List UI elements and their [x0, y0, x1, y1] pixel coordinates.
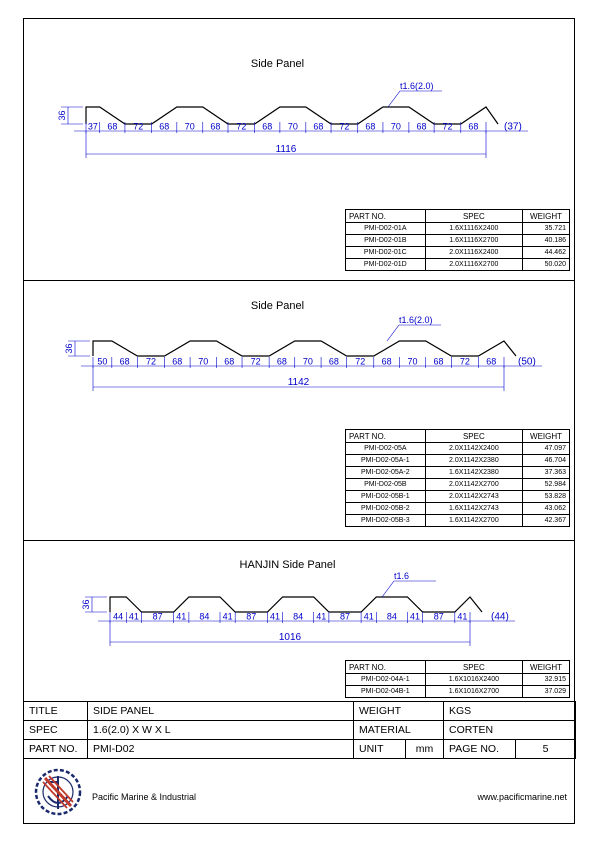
segment-dimension-label: 50 — [97, 356, 108, 367]
table-cell: 1.6X1142X2743 — [425, 503, 522, 515]
thickness-label: t1.6 — [394, 571, 410, 581]
total-width-label: 1116 — [275, 144, 297, 155]
table-header: SPEC — [425, 661, 522, 674]
table-cell: 50.020 — [523, 259, 570, 271]
table-row — [346, 686, 570, 698]
table-cell: 1.6X1142X2700 — [425, 515, 522, 527]
table-cell: 1.6X1116X2400 — [425, 223, 522, 235]
table-cell: 2.0X1142X2400 — [425, 443, 522, 455]
table-header: PART NO. — [346, 210, 426, 223]
segment-dimension-label: 41 — [363, 611, 374, 622]
segment-dimension-label: 68 — [119, 356, 130, 367]
segment-dimension-label: 44 — [113, 611, 124, 622]
title-label: TITLE — [24, 702, 88, 721]
table-cell: PMI-D02-05A-2 — [346, 467, 426, 479]
segment-dimension-label: 87 — [339, 611, 351, 622]
table-cell: 37.363 — [523, 467, 570, 479]
table-cell: 32.915 — [523, 674, 570, 686]
segment-dimension-label: 68 — [433, 356, 444, 367]
segment-dimension-label: 68 — [172, 356, 183, 367]
title-value: SIDE PANEL — [88, 702, 354, 721]
material-label: MATERIAL — [354, 721, 444, 740]
segment-dimension-label: 68 — [224, 356, 235, 367]
segment-dimension-label: 68 — [210, 121, 221, 132]
partno-label: PART NO. — [24, 740, 88, 759]
overlap-dimension-label: (44) — [491, 611, 509, 623]
overlap-dimension-label: (37) — [504, 121, 522, 133]
segment-dimension-label: 41 — [176, 611, 187, 622]
table-cell: 2.0X1142X2700 — [425, 479, 522, 491]
segment-dimension-label: 37 — [87, 121, 98, 132]
segment-dimension-label: 72 — [236, 121, 247, 132]
thickness-label: t1.6(2.0) — [400, 81, 434, 91]
panel-profile-line — [110, 597, 482, 612]
segment-dimension-label: 70 — [302, 356, 313, 367]
segment-dimension-label: 41 — [222, 611, 233, 622]
company-website[interactable]: www.pacificmarine.net — [477, 792, 567, 802]
table-cell: PMI-D02-01D — [346, 259, 426, 271]
material-value: CORTEN — [444, 721, 576, 740]
segment-dimension-label: 68 — [381, 356, 392, 367]
segment-dimension-label: 41 — [409, 611, 421, 622]
segment-dimension-label: 41 — [457, 611, 468, 622]
table-cell: 37.029 — [523, 686, 570, 698]
segment-dimension-label: 68 — [328, 356, 339, 367]
table-cell: 1.6X1116X2700 — [425, 235, 522, 247]
company-logo-icon — [33, 766, 83, 818]
page-value: 5 — [516, 740, 576, 759]
segment-dimension-label: 41 — [316, 611, 327, 622]
segment-dimension-label: 68 — [276, 356, 287, 367]
segment-dimension-label: 72 — [145, 356, 156, 367]
segment-dimension-label: 68 — [416, 121, 427, 132]
table-header: WEIGHT — [523, 430, 570, 443]
table-header: PART NO. — [346, 661, 426, 674]
segment-dimension-label: 84 — [293, 611, 304, 622]
segment-dimension-label: 72 — [442, 121, 453, 132]
segment-dimension-label: 70 — [198, 356, 209, 367]
parts-table-3 — [345, 660, 570, 698]
table-cell: 47.097 — [523, 443, 570, 455]
table-cell: 2.0X1116X2700 — [425, 259, 522, 271]
table-cell: 1.6X1016X2400 — [425, 674, 522, 686]
thickness-leader — [382, 581, 394, 597]
segment-dimension-label: 70 — [287, 121, 298, 132]
spec-value: 1.6(2.0) X W X L — [88, 721, 354, 740]
table-cell: PMI-D02-05B-2 — [346, 503, 426, 515]
overlap-dimension-label: (50) — [518, 356, 536, 368]
segment-dimension-label: 87 — [246, 611, 257, 622]
spec-label: SPEC — [24, 721, 88, 740]
height-dimension-label: 36 — [64, 343, 74, 354]
unit-value: mm — [406, 740, 444, 759]
table-cell: PMI-D02-05B-3 — [346, 515, 426, 527]
segment-dimension-label: 87 — [433, 611, 444, 622]
table-cell: 52.984 — [523, 479, 570, 491]
table-header: WEIGHT — [523, 661, 570, 674]
segment-dimension-label: 72 — [250, 356, 261, 367]
page-label: PAGE NO. — [444, 740, 516, 759]
segment-dimension-label: 70 — [390, 121, 401, 132]
segment-dimension-label: 87 — [152, 611, 163, 622]
partno-value: PMI-D02 — [88, 740, 354, 759]
height-dimension-label: 36 — [81, 599, 91, 610]
thickness-label: t1.6(2.0) — [399, 315, 433, 325]
table-cell: 1.6X1016X2700 — [425, 686, 522, 698]
table-header: PART NO. — [346, 430, 426, 443]
table-cell: PMI-D02-05B-1 — [346, 491, 426, 503]
table-cell: PMI-D02-04A-1 — [346, 674, 426, 686]
weight-label: WEIGHT — [354, 702, 444, 721]
table-cell: 1.6X1142X2380 — [425, 467, 522, 479]
footer — [23, 760, 575, 824]
panel-title: Side Panel — [250, 58, 305, 70]
segment-dimension-label: 41 — [269, 611, 281, 622]
unit-label: UNIT — [354, 740, 406, 759]
segment-dimension-label: 84 — [386, 611, 397, 622]
total-width-label: 1016 — [278, 632, 302, 643]
weight-value: KGS — [444, 702, 576, 721]
segment-dimension-label: 68 — [159, 121, 170, 132]
table-header: SPEC — [425, 430, 522, 443]
segment-dimension-label: 70 — [407, 356, 418, 367]
segment-dimension-label: 68 — [107, 121, 118, 132]
segment-dimension-label: 68 — [468, 121, 479, 132]
table-header: WEIGHT — [523, 210, 570, 223]
segment-dimension-label: 68 — [486, 356, 497, 367]
segment-dimension-label: 72 — [355, 356, 366, 367]
table-cell: 53.828 — [523, 491, 570, 503]
segment-dimension-label: 72 — [459, 356, 470, 367]
table-cell: 2.0X1142X2380 — [425, 455, 522, 467]
table-cell: 43.062 — [523, 503, 570, 515]
table-cell: 35.721 — [523, 223, 570, 235]
title-block — [23, 701, 576, 759]
height-dimension-label: 36 — [57, 110, 67, 121]
segment-dimension-label: 68 — [262, 121, 273, 132]
total-width-label: 1142 — [287, 377, 310, 388]
table-cell: 40.186 — [523, 235, 570, 247]
table-cell: PMI-D02-05B — [346, 479, 426, 491]
table-cell: 46.704 — [523, 455, 570, 467]
panel-title: Side Panel — [250, 300, 305, 312]
table-cell: PMI-D02-01A — [346, 223, 426, 235]
table-cell: 2.0X1142X2743 — [425, 491, 522, 503]
table-cell: PMI-D02-05A-1 — [346, 455, 426, 467]
table-header: SPEC — [425, 210, 522, 223]
table-cell: PMI-D02-04B-1 — [346, 686, 426, 698]
company-name: Pacific Marine & Industrial — [92, 792, 197, 802]
segment-dimension-label: 68 — [365, 121, 376, 132]
table-cell: PMI-D02-05A — [346, 443, 426, 455]
table-cell: PMI-D02-01C — [346, 247, 426, 259]
segment-dimension-label: 70 — [184, 121, 195, 132]
segment-dimension-label: 68 — [313, 121, 324, 132]
table-cell: 44.462 — [523, 247, 570, 259]
segment-dimension-label: 84 — [199, 611, 210, 622]
table-row — [346, 674, 570, 686]
segment-dimension-label: 72 — [133, 121, 144, 132]
panel-title: HANJIN Side Panel — [239, 559, 336, 571]
table-cell: 2.0X1116X2400 — [425, 247, 522, 259]
table-cell: PMI-D02-01B — [346, 235, 426, 247]
segment-dimension-label: 41 — [128, 611, 139, 622]
segment-dimension-label: 72 — [339, 121, 350, 132]
table-cell: 42.367 — [523, 515, 570, 527]
